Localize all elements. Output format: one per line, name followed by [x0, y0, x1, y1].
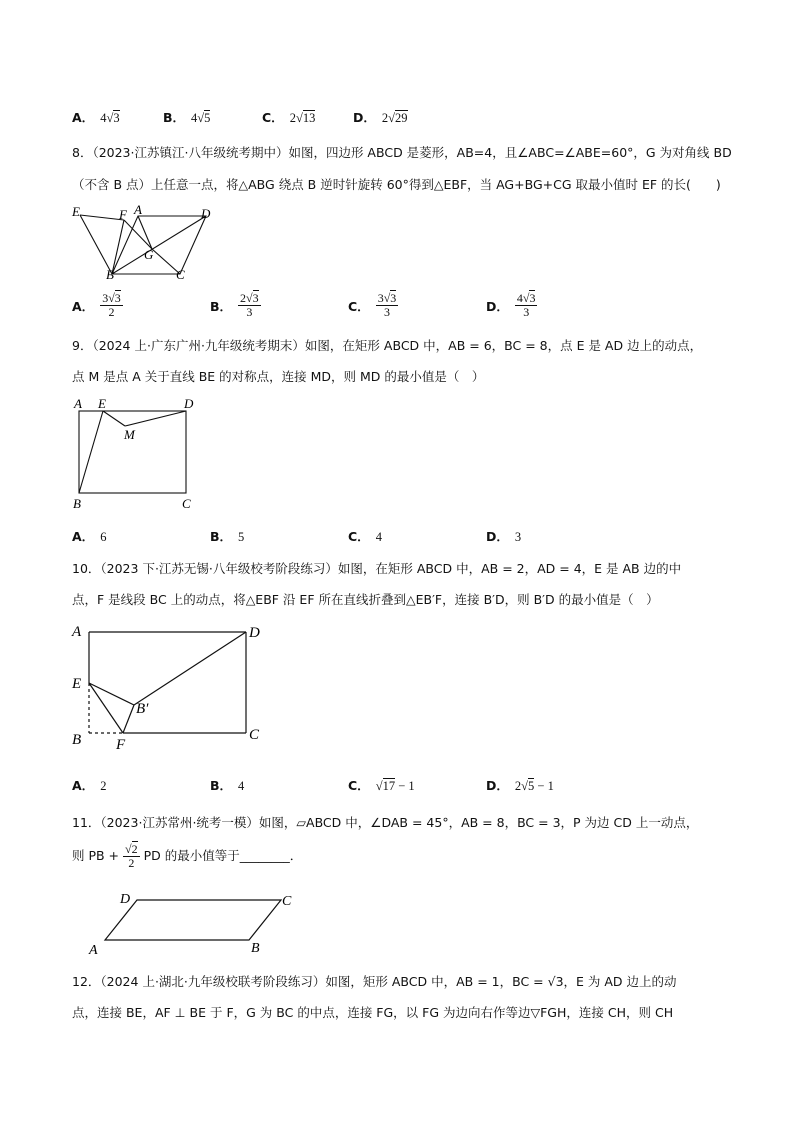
q7-option-a: [72, 108, 120, 126]
q10-option-c-rad: 17: [382, 779, 396, 793]
q10-seg-EF: [89, 683, 123, 733]
q7-option-b: [163, 108, 210, 126]
q8-label-A: A: [134, 203, 142, 217]
q11-line2-post: PD 的最小值等于________．: [143, 848, 303, 863]
q8-label-D: D: [201, 206, 211, 221]
q9-stem-line2: 点 M 是点 A 关于直线 BE 的对称点，连接 MD，则 MD 的最小值是（ ）: [72, 369, 485, 384]
q10-option-d: [486, 776, 554, 794]
q8-seg-FG: [124, 220, 152, 249]
q10-label-B-prime: B′: [136, 701, 149, 717]
q7-option-a-rad: 3: [113, 111, 120, 125]
q10-option-d-rad: 5: [528, 779, 535, 793]
q8-label-F: F: [119, 207, 127, 222]
q12-stem-line2: 点，连接 BE，AF ⊥ BE 于 F，G 为 BC 的中点，连接 FG，以 FG 为边向右作等边▽FGH，连接 CH，则 CH: [72, 1005, 674, 1020]
q10-option-b-value: 4: [238, 779, 245, 793]
q7-option-c-label: C．: [262, 110, 284, 125]
q10-option-c-label: C．: [348, 778, 370, 793]
q8-seg-EF: [80, 215, 124, 220]
q10-option-d-tail: − 1: [534, 779, 554, 793]
q11-figure: [85, 888, 300, 958]
q8-option-a-den: 2: [108, 305, 115, 319]
q7-option-d-label: D．: [353, 110, 376, 125]
q10-label-B: B: [72, 732, 82, 748]
q8-label-C: C: [176, 267, 185, 282]
sqrt-sign: √: [521, 779, 529, 793]
q10-option-a-value: 2: [100, 779, 107, 793]
q11-frac-num: 2: [131, 842, 138, 856]
q11-label-C: C: [282, 894, 292, 909]
q8-seg-FB: [112, 220, 124, 274]
q8-option-b-den: 3: [246, 305, 253, 319]
q8-option-b-num: 2√3: [240, 291, 259, 305]
q10-option-a-label: A．: [72, 778, 95, 793]
q8-option-c: [348, 292, 398, 319]
q9-option-c-value: 4: [375, 530, 382, 544]
q8-label-E: E: [72, 204, 80, 219]
q9-label-E: E: [98, 396, 106, 411]
q8-option-c-den: 3: [383, 305, 390, 319]
q8-seg-AG: [138, 216, 152, 249]
q8-option-b: [210, 292, 261, 319]
q8-diag-BD: [112, 216, 206, 274]
q8-option-d-den: 3: [523, 305, 530, 319]
q9-option-a-label: A．: [72, 529, 95, 544]
q11-frac-den: 2: [128, 856, 135, 870]
q9-stem-line1: 9．（2024 上·广东广州·九年级统考期末）如图，在矩形 ABCD 中，AB = 6，BC = 8，点 E 是 AD 边上的动点，: [72, 338, 703, 353]
q7-option-d-rad: 29: [395, 111, 408, 125]
q10-seg-B1F: [123, 705, 134, 733]
q8-option-b-label: B．: [210, 298, 233, 314]
q9-option-b-label: B．: [210, 529, 233, 544]
q9-figure: [68, 393, 208, 513]
sqrt-sign: √: [295, 111, 303, 125]
q9-label-D: D: [184, 396, 194, 411]
q10-option-c-tail: − 1: [395, 779, 415, 793]
q9-label-M: M: [124, 427, 135, 442]
q9-option-b-value: 5: [238, 530, 245, 544]
q9-label-B: B: [73, 496, 81, 511]
q8-option-a: [72, 292, 123, 319]
q10-option-a: [72, 776, 106, 794]
q7-option-c-coef: 2: [289, 111, 296, 125]
q11-label-B: B: [251, 941, 260, 956]
q9-option-d: [486, 527, 521, 545]
q9-option-c-label: C．: [348, 529, 370, 544]
q10-figure: [66, 618, 276, 753]
q8-option-d-label: D．: [486, 298, 509, 314]
q11-fraction: $\frac{√2}{2}$: [125, 842, 138, 870]
q8-label-B: B: [106, 267, 114, 282]
q8-option-d-num: 4√3: [516, 291, 536, 305]
q7-option-b-rad: 5: [204, 111, 211, 125]
q9-option-a-value: 6: [100, 530, 107, 544]
q7-option-b-label: B．: [163, 110, 186, 125]
q11-stem-line2: [72, 840, 302, 872]
q12-stem-line1: 12．（2024 上·湖北·九年级校联考阶段练习）如图，矩形 ABCD 中，AB = 1，BC = √3，E 为 AD 边上的动: [72, 974, 677, 989]
q10-seg-B1D: [134, 632, 246, 705]
q7-option-d-coef: 2: [381, 111, 389, 125]
q11-line2-pre: 则 PB +: [72, 848, 120, 863]
q9-label-C: C: [182, 496, 191, 511]
sqrt-sign: √: [375, 779, 383, 793]
q8-option-a-label: A．: [72, 298, 95, 314]
q9-seg-MD: [125, 411, 186, 426]
q8-stem-line2: （不含 B 点）上任意一点，将△ABG 绕点 B 逆时针旋转 60°得到△EBF，当 AG+BG+CG 取最小值时 EF 的长( ): [72, 177, 721, 192]
q10-label-F: F: [116, 737, 126, 753]
q10-option-c: [348, 776, 415, 794]
q10-label-A: A: [72, 624, 82, 640]
q10-option-b-label: B．: [210, 778, 233, 793]
q8-option-d: [486, 292, 537, 319]
q11-parallelogram: [105, 900, 281, 940]
q9-seg-EM: [103, 411, 125, 426]
q10-label-C: C: [249, 727, 260, 743]
q10-stem-line2: 点，F 是线段 BC 上的动点，将△EBF 沿 EF 所在直线折叠到△EB′F，连接 B′D，则 B′D 的最小值是（ ）: [72, 592, 659, 607]
q10-option-b: [210, 776, 244, 794]
q9-label-A: A: [74, 396, 82, 411]
q7-option-a-coef: 4: [100, 111, 107, 125]
q7-option-b-coef: 4: [191, 111, 198, 125]
q8-stem-line1: 8．（2023·江苏镇江·八年级统考期中）如图，四边形 ABCD 是菱形，AB=4，且∠ABC=∠ABE=60°，G 为对角线 BD: [72, 145, 732, 160]
q9-option-d-value: 3: [514, 530, 522, 544]
q9-option-a: [72, 527, 106, 545]
q8-rhombus: [80, 215, 206, 274]
q10-option-d-coef: 2: [514, 779, 522, 793]
q7-option-c-rad: 13: [302, 111, 316, 125]
q11-label-D: D: [120, 892, 131, 907]
q8-option-c-label: C．: [348, 298, 370, 314]
q10-seg-EB1: [89, 683, 134, 705]
q9-option-d-label: D．: [486, 529, 509, 544]
sqrt-sign: √: [197, 111, 205, 125]
q10-label-E: E: [72, 676, 82, 692]
q11-stem-line1: 11．（2023·江苏常州·统考一模）如图，▱ABCD 中，∠DAB = 45°，AB = 8，BC = 3，P 为边 CD 上一动点，: [72, 815, 699, 830]
q8-figure: [68, 203, 228, 283]
sqrt-sign: √: [388, 111, 396, 125]
q8-label-G: G: [144, 247, 154, 262]
q7-option-c: [262, 108, 315, 126]
sqrt-sign: √: [106, 111, 114, 125]
q10-stem-line1: 10．（2023 下·江苏无锡·八年级校考阶段练习）如图，在矩形 ABCD 中，AB = 2，AD = 4，E 是 AB 边的中: [72, 561, 682, 576]
q9-option-b: [210, 527, 244, 545]
q9-option-c: [348, 527, 382, 545]
q10-option-d-label: D．: [486, 778, 509, 793]
q9-rectangle: [79, 411, 186, 493]
q7-option-d: [353, 108, 408, 126]
q8-option-a-num: 3√3: [102, 291, 121, 305]
q9-seg-BE: [79, 411, 103, 493]
q7-option-a-label: A．: [72, 110, 95, 125]
q11-label-A: A: [89, 943, 98, 958]
q10-label-D: D: [249, 625, 260, 641]
q8-option-c-num: 3√3: [377, 291, 397, 305]
